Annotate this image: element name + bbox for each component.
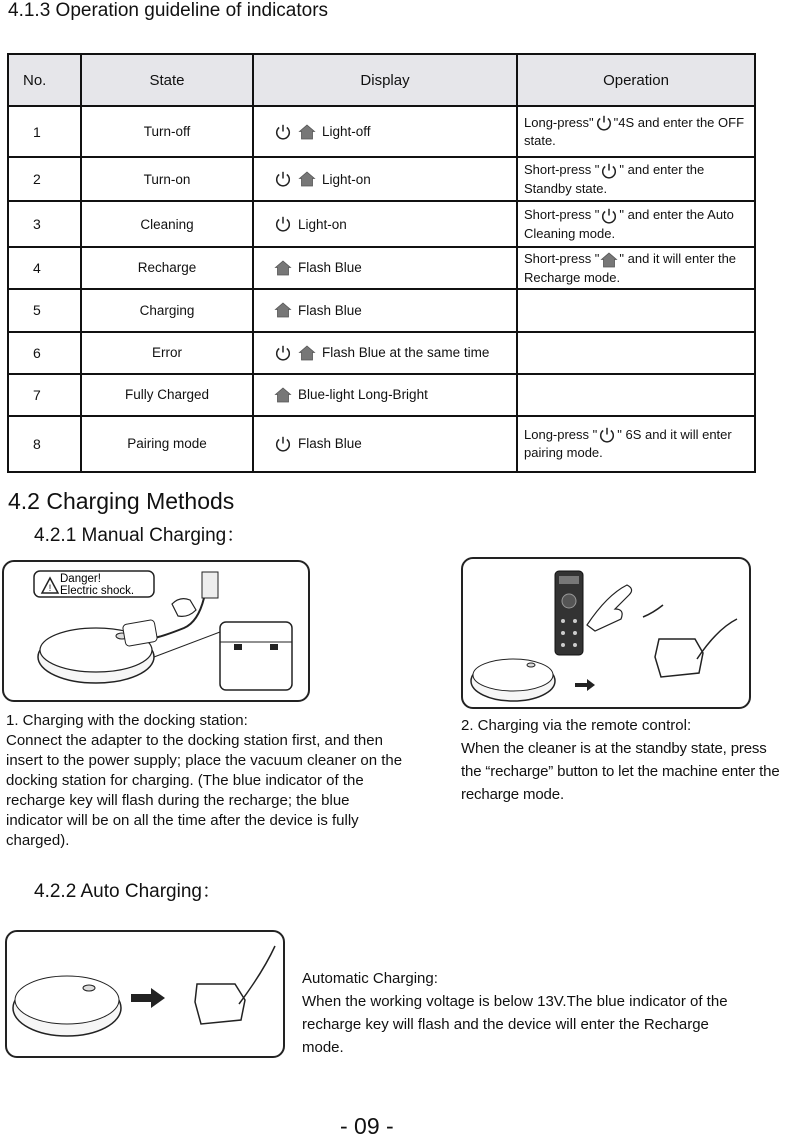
manual-dock-body: Connect the adapter to the docking station first, and then insert to the power supply; place the vacuum cleaner on the docking station for charging. (The blue indicator of the recharge key will flash during the recharge; the blue indicator will be on all the time after the device is fully charged).	[6, 732, 403, 849]
operation-text: "4S and enter the OFF state.	[524, 114, 745, 149]
header-no: No.	[8, 54, 81, 106]
row-state: Cleaning	[81, 201, 253, 247]
table-row	[8, 332, 755, 374]
power-icon	[274, 344, 292, 362]
section-title-manual-charging: 4.2.1 Manual Charging：	[34, 525, 246, 546]
display-text: Flash Blue at the same time	[322, 345, 490, 361]
row-display	[253, 247, 517, 289]
row-display	[253, 289, 517, 332]
row-number: 2	[8, 157, 81, 201]
row-display	[253, 332, 517, 374]
row-state: Fully Charged	[81, 374, 253, 416]
row-display	[253, 157, 517, 201]
operation-text: " and enter the Standby state.	[524, 162, 705, 196]
row-operation	[517, 332, 755, 374]
row-number: 6	[8, 332, 81, 374]
home-icon	[298, 123, 316, 141]
header-display: Display	[253, 54, 517, 106]
table-row	[8, 157, 755, 201]
section-title-auto-charging: 4.2.2 Auto Charging：	[34, 881, 221, 902]
manual-dock-heading: 1. Charging with the docking station:	[6, 712, 248, 729]
row-state: Turn-off	[81, 106, 253, 157]
header-state: State	[81, 54, 253, 106]
home-icon	[298, 344, 316, 362]
warning-text-2: Electric shock.	[60, 585, 135, 597]
display-text: Flash Blue	[298, 436, 362, 452]
operation-text: Long-press "	[524, 426, 598, 442]
operation-text: Short-press "	[524, 251, 600, 266]
display-text: Blue-light Long-Bright	[298, 387, 428, 403]
row-display	[253, 106, 517, 157]
remote-control-illustration	[461, 557, 751, 709]
operation-text: Long-press"	[524, 114, 594, 130]
row-state: Turn-on	[81, 157, 253, 201]
row-number: 3	[8, 201, 81, 247]
auto-charging-illustration	[5, 930, 285, 1058]
manual-remote-body: When the cleaner is at the standby state, press the “recharge” button to let the machine enter the recharge mode.	[461, 740, 780, 803]
table-row	[8, 289, 755, 332]
display-text: Light-off	[322, 124, 371, 139]
row-state: Charging	[81, 289, 253, 332]
row-number: 7	[8, 374, 81, 416]
home-icon	[274, 386, 292, 404]
operation-text: Short-press "	[524, 162, 600, 178]
home-icon	[600, 251, 618, 269]
table-row	[8, 247, 755, 289]
auto-body: When the working voltage is below 13V.The blue indicator of the recharge key will flash and the device will enter the Recharge mode.	[302, 993, 728, 1056]
table-row	[8, 106, 755, 157]
operation-text: Short-press "	[524, 207, 600, 223]
display-text: Flash Blue	[298, 302, 362, 318]
display-text: Flash Blue	[298, 260, 362, 276]
power-icon	[600, 207, 618, 225]
table-header-row	[8, 54, 755, 106]
power-icon	[600, 162, 618, 180]
row-operation	[517, 247, 755, 289]
row-state: Pairing mode	[81, 416, 253, 472]
power-icon	[274, 170, 292, 188]
row-operation	[517, 416, 755, 472]
section-title-charging-methods: 4.2 Charging Methods	[8, 488, 235, 514]
row-number: 1	[8, 106, 81, 157]
row-state: Recharge	[81, 247, 253, 289]
table-row	[8, 374, 755, 416]
power-icon	[595, 114, 613, 132]
operation-text: " and enter the Auto Cleaning mode.	[524, 207, 734, 241]
display-text: Light-on	[298, 216, 347, 232]
row-number: 8	[8, 416, 81, 472]
warning-text-1: Danger!	[60, 573, 101, 585]
svg-text:!: !	[48, 583, 52, 593]
home-icon	[274, 259, 292, 277]
table-row	[8, 201, 755, 247]
row-operation	[517, 157, 755, 201]
power-icon	[274, 215, 292, 233]
indicator-table	[7, 53, 756, 473]
docking-station-illustration	[2, 560, 310, 702]
home-icon	[298, 170, 316, 188]
row-state: Error	[81, 332, 253, 374]
header-operation: Operation	[517, 54, 755, 106]
auto-heading: Automatic Charging:	[302, 970, 438, 987]
display-text: Light-on	[322, 171, 371, 187]
power-icon	[598, 426, 616, 444]
row-display	[253, 201, 517, 247]
home-icon	[274, 301, 292, 319]
operation-text: " and it will enter the Recharge mode.	[524, 251, 737, 285]
row-display	[253, 416, 517, 472]
row-display	[253, 374, 517, 416]
row-operation	[517, 374, 755, 416]
page-number: - 09 -	[340, 1113, 394, 1139]
row-operation	[517, 106, 755, 157]
section-title-indicators: 4.1.3 Operation guideline of indicators	[8, 0, 329, 21]
row-operation	[517, 201, 755, 247]
power-icon	[274, 123, 292, 141]
row-number: 5	[8, 289, 81, 332]
row-number: 4	[8, 247, 81, 289]
manual-remote-heading: 2. Charging via the remote control:	[461, 717, 692, 734]
power-icon	[274, 435, 292, 453]
operation-text: " 6S and it will enter pairing mode.	[524, 426, 732, 461]
table-row	[8, 416, 755, 472]
row-operation	[517, 289, 755, 332]
